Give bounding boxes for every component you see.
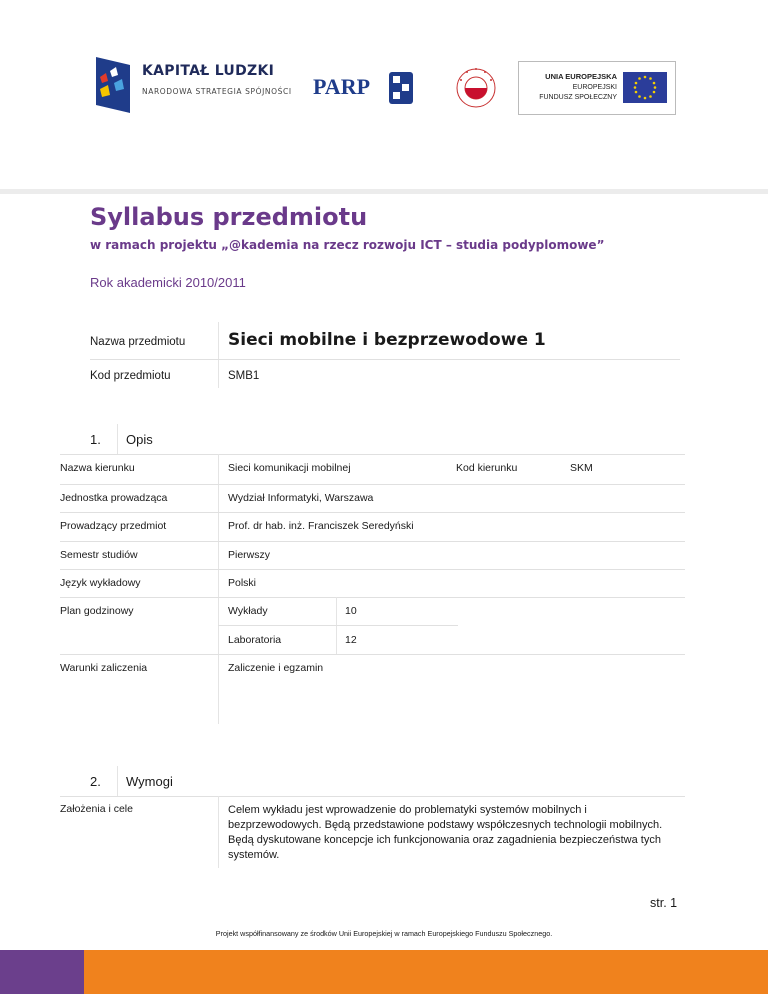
eu-logo [518,61,676,115]
lectures-hours-value: 10 [345,605,357,617]
language-value: Polski [228,577,257,589]
kapital-ludzki-logo [94,55,292,117]
parp-logo-text: PARP [313,74,371,99]
eu-logo-line2: EUROPEJSKI [572,84,617,91]
unit-value: Wydział Informatyki, Warszawa [228,492,374,504]
credit-conditions-value: Zaliczenie i egzamin [228,662,324,674]
section1-label-divider [218,454,219,724]
hours-row-line [218,625,458,626]
course-code-label: Kod przedmiotu [90,370,171,382]
row-line [60,512,685,513]
row-line [60,597,685,598]
row-line [60,654,685,655]
course-table-row-line [90,359,680,360]
field-code-label: Kod kierunku [456,462,518,474]
field-name-value: Sieci komunikacji mobilnej [228,462,351,474]
kapital-ludzki-flag-icon [94,55,132,115]
kapital-ludzki-subtitle: NARODOWA STRATEGIA SPÓJNOŚCI [142,87,292,96]
row-line [60,569,685,570]
parp-logo [313,70,423,106]
course-name-value: Sieci mobilne i bezprzewodowe 1 [228,330,546,350]
goals-text: Celem wykładu jest wprowadzenie do problematyki systemów mobilnych i bezprzewodowych. Będą przedstawione podstawy współczesnych technologii mobilnych. Będą dyskutowane koncepcje ich funkcjonowania oraz zagadnienia bezpieczeństwa tych systemów. [228,804,663,861]
row-line [60,541,685,542]
document-subtitle: w ramach projektu „@kademia na rzecz rozwoju ICT – studia podyplomowe” [90,238,605,252]
footer-orange-band [84,950,768,994]
eu-flag-icon [623,72,667,103]
semester-label: Semestr studiów [60,549,138,561]
row-line [60,484,685,485]
eu-logo-line3: FUNDUSZ SPOŁECZNY [539,94,617,101]
parp-emblem-icon [385,70,417,106]
section1-title: Opis [126,432,153,447]
section1-number: 1. [90,432,101,447]
kapital-ludzki-title: KAPITAŁ LUDZKI [142,63,275,79]
footer-note: Projekt współfinansowany ze środków Unii Europejskiej w ramach Europejskiego Funduszu Społecznego. [215,929,553,938]
seal-icon [455,64,497,112]
labs-label: Laboratoria [228,634,282,646]
field-name-label: Nazwa kierunku [60,462,135,474]
course-name-label: Nazwa przedmiotu [90,336,186,348]
page-number: str. 1 [650,896,678,910]
course-table-divider [218,322,219,388]
goals-label: Założenia i cele [60,803,133,815]
institution-seal-logo [455,64,497,112]
semester-value: Pierwszy [228,549,271,561]
section1-divider [117,424,118,454]
section1-header-line [60,454,685,455]
lecturer-value: Prof. dr hab. inż. Franciszek Seredyński [228,520,414,532]
labs-hours-value: 12 [345,634,357,646]
document-title: Syllabus przedmiotu [90,203,368,231]
header-divider-band [0,189,768,194]
field-code-value: SKM [570,462,593,474]
course-code-value: SMB1 [228,370,260,382]
section2-label-divider [218,796,219,868]
eu-logo-line1: UNIA EUROPEJSKA [545,72,617,81]
hours-plan-label: Plan godzinowy [60,605,134,617]
unit-label: Jednostka prowadząca [60,492,168,504]
section2-divider [117,766,118,796]
section2-header-line [60,796,685,797]
footer-purple-band [0,950,84,994]
language-label: Język wykładowy [60,577,141,589]
academic-year: Rok akademicki 2010/2011 [90,275,246,290]
section2-number: 2. [90,774,101,789]
lecturer-label: Prowadzący przedmiot [60,520,167,532]
section2-title: Wymogi [126,774,173,789]
lectures-label: Wykłady [228,605,268,617]
credit-conditions-label: Warunki zaliczenia [60,662,148,674]
